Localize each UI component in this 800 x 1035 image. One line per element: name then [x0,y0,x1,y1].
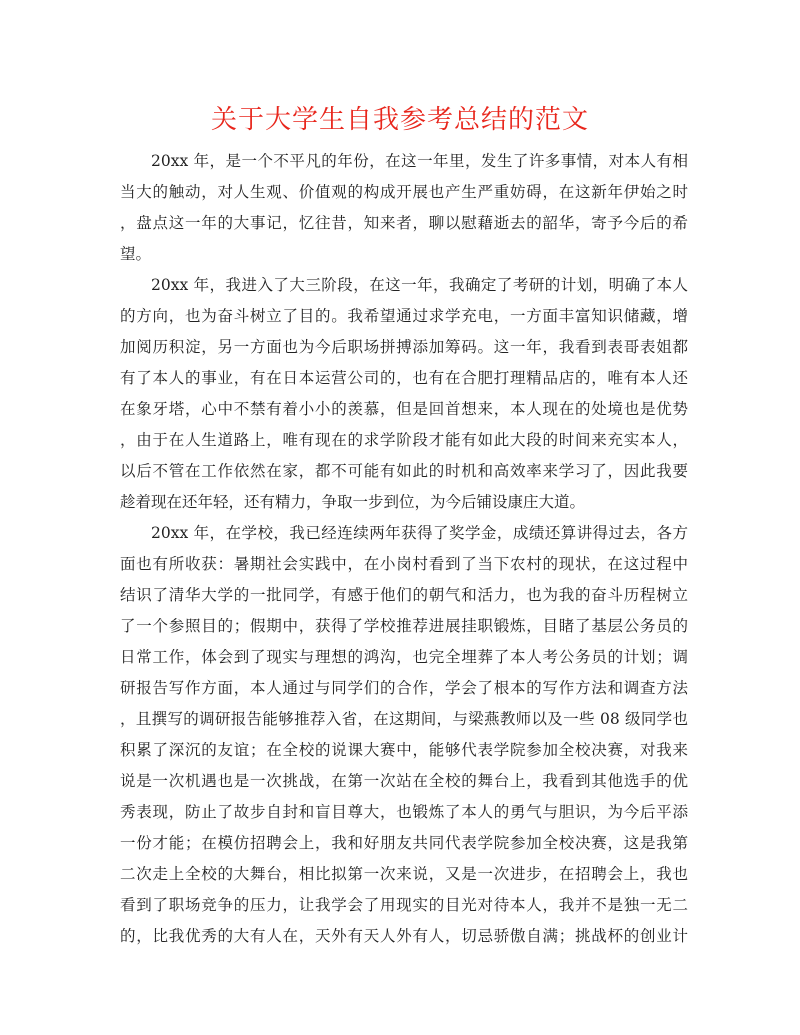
paragraph-line: ，且撰写的调研报告能够推荐入省，在这期间，与梁燕教师以及一些 08 级同学也 [120,710,688,728]
paragraph-line: 说是一次机遇也是一次挑战，在第一次站在全校的舞台上，我看到其他选手的优 [120,772,688,790]
paragraph-line: 的，比我优秀的大有人在，天外有天人外有人，切忌骄傲自满；挑战杯的创业计 [120,927,688,945]
paragraph-line: ，盘点这一年的大事记，忆往昔，知来者，聊以慰藉逝去的韶华，寄予今后的希 [120,214,688,232]
paragraph-line: 结识了清华大学的一批同学，有感于他们的朝气和活力，也为我的奋斗历程树立 [120,586,688,604]
paragraph-line: 二次走上全校的大舞台，相比拟第一次来说，又是一次进步，在招聘会上，我也 [120,865,688,883]
paragraph-line: 研报告写作方面，本人通过与同学们的合作，学会了根本的写作方法和调查方法 [120,679,688,697]
paragraph-line: 了一个参照目的；假期中，获得了学校推荐进展挂职锻炼，目睹了基层公务员的 [120,617,688,635]
paragraph-line: ，由于在人生道路上，唯有现在的求学阶段才能有如此大段的时间来充实本人， [120,431,688,449]
paragraph-line: 面也有所收获：暑期社会实践中，在小岗村看到了当下农村的现状，在这过程中 [120,555,688,573]
paragraph-line: 加阅历积淀，另一方面也为今后职场拼搏添加筹码。这一年，我看到表哥表姐都 [120,338,688,356]
paragraph-line: 以后不管在工作依然在家，都不可能有如此的时机和高效率来学习了，因此我要 [120,462,688,480]
paragraph-line: 一份才能；在模仿招聘会上，我和好朋友共同代表学院参加全校决赛，这是我第 [120,834,688,852]
document-title: 关于大学生自我参考总结的范文 [210,105,589,135]
document-body [120,146,688,952]
paragraph-line: 积累了深沉的友谊；在全校的说课大赛中，能够代表学院参加全校决赛，对我来 [120,741,688,759]
paragraph-line: 20xx 年，是一个不平凡的年份，在这一年里，发生了许多事情，对本人有相 [151,152,688,170]
paragraph-line: 看到了职场竞争的压力，让我学会了用现实的目光对待本人，我并不是独一无二 [120,896,688,914]
paragraph-line: 有了本人的事业，有在日本运营公司的，也有在合肥打理精品店的，唯有本人还 [120,369,688,387]
paragraph-line: 望。 [120,245,152,263]
paragraph-line: 20xx 年，在学校，我已经连续两年获得了奖学金，成绩还算讲得过去，各方 [151,524,688,542]
paragraph-line: 趁着现在还年轻，还有精力，争取一步到位，为今后铺设康庄大道。 [120,493,586,511]
paragraph-line: 日常工作，体会到了现实与理想的鸿沟，也完全埋葬了本人考公务员的计划；调 [120,648,688,666]
paragraph-line: 20xx 年，我进入了大三阶段，在这一年，我确定了考研的计划，明确了本人 [151,276,688,294]
paragraph-line: 当大的触动，对人生观、价值观的构成开展也产生严重妨碍，在这新年伊始之时 [120,183,688,201]
paragraph-1 [120,146,688,270]
paragraph-2 [120,270,688,518]
paragraph-line: 秀表现，防止了故步自封和盲目尊大，也锻炼了本人的勇气与胆识，为今后平添 [120,803,688,821]
paragraph-line: 在象牙塔，心中不禁有着小小的羡慕，但是回首想来，本人现在的处境也是优势 [120,400,688,418]
paragraph-line: 的方向，也为奋斗树立了目的。我希望通过求学充电，一方面丰富知识储藏，增 [120,307,688,325]
paragraph-3 [120,518,688,952]
